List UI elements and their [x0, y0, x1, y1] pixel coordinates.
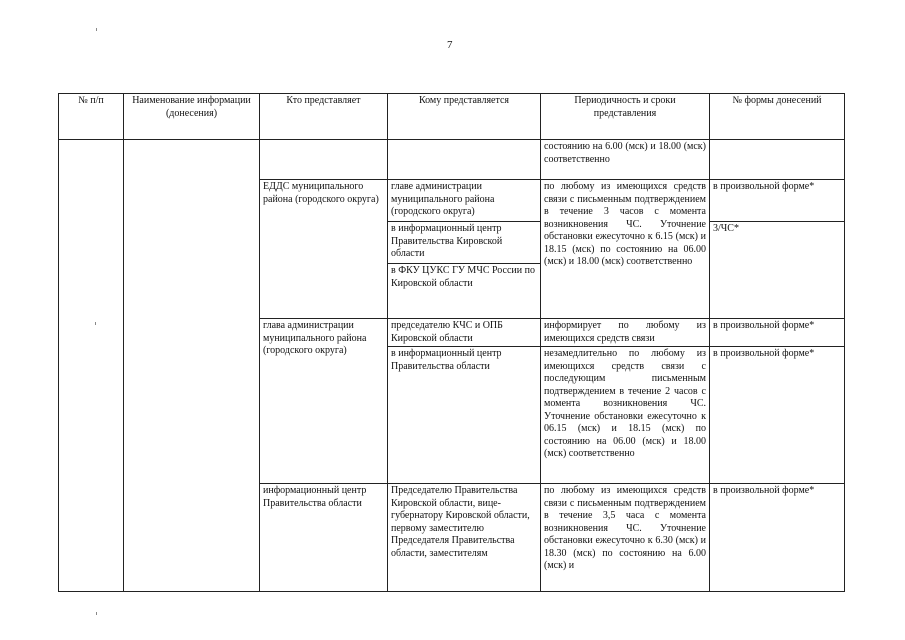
header-name: Наименование информации (донесения) [124, 94, 260, 140]
to-whom-cell: в ФКУ ЦУКС ГУ МЧС России по Кировской области [388, 264, 541, 319]
header-period: Периодичность и сроки представления [541, 94, 710, 140]
header-to-whom: Кому представляется [388, 94, 541, 140]
num-cell [59, 140, 124, 592]
reporting-table [58, 93, 845, 592]
form-cell: в произвольной форме* [710, 484, 845, 592]
who-cell [260, 140, 388, 180]
period-cell: по любому из имеющихся средств связи с письменным подтверждением в течение 3 часов с момента возникновения ЧС. Уточнение обстановки ежесуточно к 6.15 (мск) и 18.15 (мск) по состоянию на 06.00 (мск) и 18.00 (мск) соответственно [541, 180, 710, 319]
form-cell: 3/ЧС* [710, 222, 845, 319]
to-whom-cell: в информационный центр Правительства области [388, 347, 541, 484]
header-who: Кто представляет [260, 94, 388, 140]
to-whom-cell: Председателю Правительства Кировской области, вице-губернатору Кировской области, первому заместителю Председателя Правительства области, заместителям [388, 484, 541, 592]
scan-speck [96, 612, 97, 615]
header-num: № п/п [59, 94, 124, 140]
period-cell: по любому из имеющихся средств связи с письменным подтверждением в течение 3,5 часа с момента возникновения ЧС. Уточнение обстановки ежесуточно к 6.30 (мск) и 18.30 (мск) по состоянию на 6.00 (мск) и [541, 484, 710, 592]
to-whom-cell: председателю КЧС и ОПБ Кировской области [388, 319, 541, 347]
scan-speck [96, 28, 97, 31]
name-cell [124, 140, 260, 592]
to-whom-cell: в информационный центр Правительства Кировской области [388, 222, 541, 264]
period-cell: состоянию на 6.00 (мск) и 18.00 (мск) соответственно [541, 140, 710, 180]
to-whom-cell: главе администрации муниципального района (городского округа) [388, 180, 541, 222]
header-form: № формы донесений [710, 94, 845, 140]
who-cell: глава администрации муниципального района (городского округа) [260, 319, 388, 484]
form-cell: в произвольной форме* [710, 347, 845, 484]
period-cell: незамедлительно по любому из имеющихся средств связи с последующим письменным подтверждением в течение 2 часов с момента возникновения ЧС. Уточнение обстановки ежесуточно к 06.15 (мск) и 18.15 (мск) по состоянию на 06.00 (мск) и 18.00 (мск) соответственно [541, 347, 710, 484]
form-cell [710, 140, 845, 180]
form-cell: в произвольной форме* [710, 180, 845, 222]
header-row [59, 94, 845, 140]
to-whom-cell [388, 140, 541, 180]
who-cell: ЕДДС муниципального района (городского округа) [260, 180, 388, 319]
period-cell: информирует по любому из имеющихся средств связи [541, 319, 710, 347]
form-cell: в произвольной форме* [710, 319, 845, 347]
who-cell: информационный центр Правительства области [260, 484, 388, 592]
table-row [59, 140, 845, 180]
page-number: 7 [447, 39, 453, 51]
